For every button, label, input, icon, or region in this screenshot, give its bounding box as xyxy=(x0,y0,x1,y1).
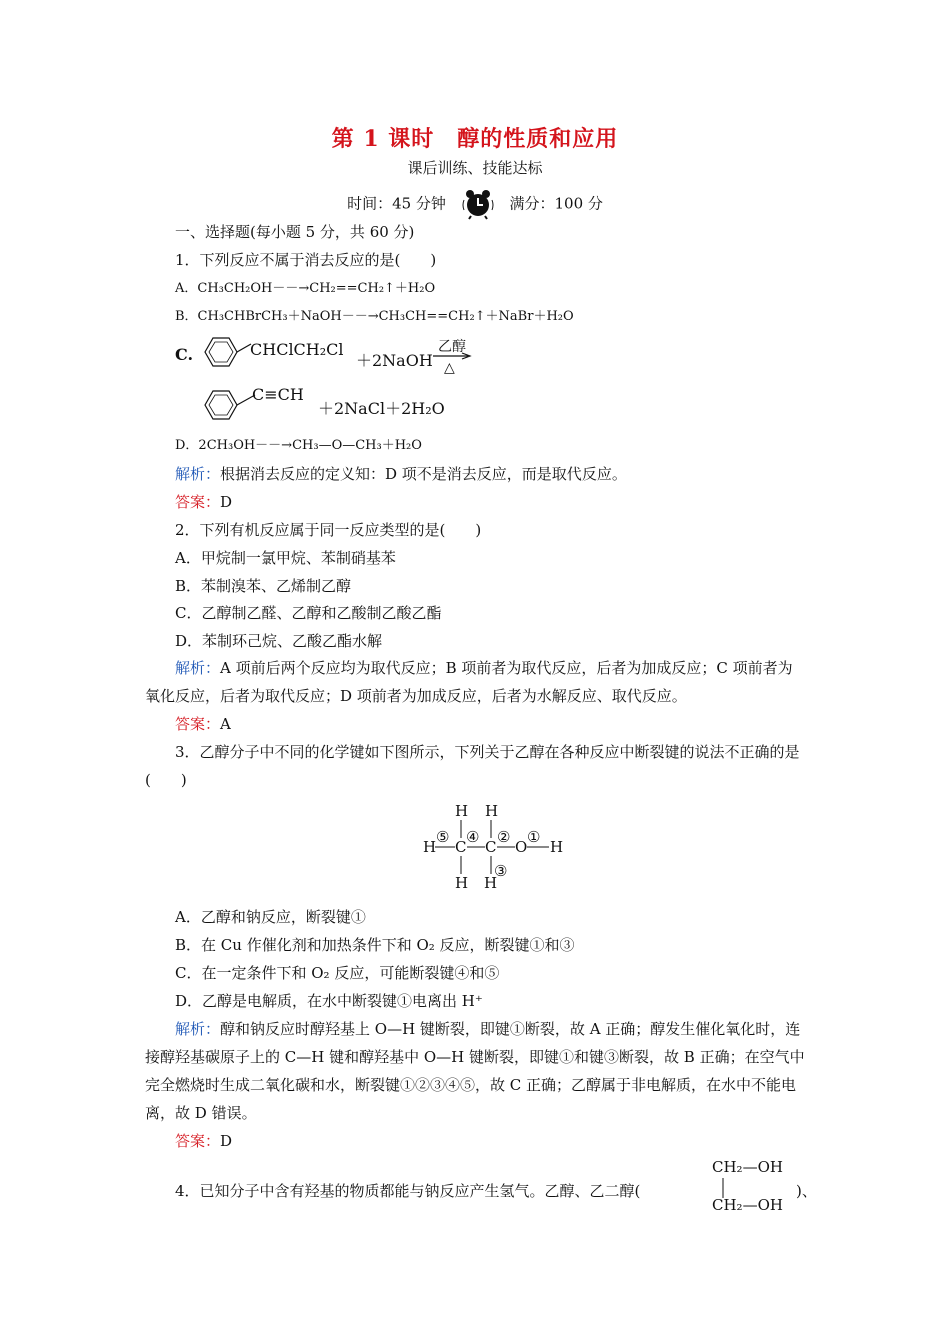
bond-label-3: ③ xyxy=(494,862,508,880)
q3-option-b: B．在 Cu 作催化剂和加热条件下和 O₂ 反应，断裂键①和③ xyxy=(175,936,575,954)
analysis-text: A 项前后两个反应均为取代反应；B 项前者为取代反应，后者为加成反应；C 项前者为氧化反应，后者为取代反应；D 项前者为加成反应，后者为水解反应、取代反应。 xyxy=(145,659,793,705)
benzene-ring-icon xyxy=(193,330,253,375)
q2-option-d: D．苯制环己烷、乙酸乙酯水解 xyxy=(175,632,383,650)
bond-label-1: ① xyxy=(527,828,541,846)
q2-option-a: A．甲烷制一氯甲烷、苯制硝基苯 xyxy=(175,549,396,567)
ethylene-glycol-top: CH₂—OH xyxy=(712,1158,783,1176)
q1-option-d: D．2CH₃OH－－→CH₃—O—CH₃＋H₂O xyxy=(175,438,422,453)
q1-option-c-reagent: ＋2NaOH xyxy=(356,351,433,370)
analysis-label: 解析： xyxy=(175,659,221,677)
atom-h: H xyxy=(423,838,437,856)
atom-h: H xyxy=(455,802,469,820)
q2-answer xyxy=(175,714,231,734)
q3-option-d: D．乙醇是电解质，在水中断裂键①电离出 H⁺ xyxy=(175,992,483,1010)
atom-h: H xyxy=(484,874,498,892)
q1-option-c-product: C≡CH xyxy=(252,385,304,404)
benzene-ring-icon xyxy=(195,383,257,428)
atom-h: H xyxy=(485,802,499,820)
section-heading: 一、选择题(每小题 5 分，共 60 分) xyxy=(175,223,415,241)
reaction-arrow-icon xyxy=(432,352,472,360)
analysis-text: 醇和钠反应时醇羟基上 O—H 键断裂，即键①断裂，故 A 正确；醇发生催化氧化时，连接醇羟基碳原子上的 C—H 键和醇羟基中 O—H 键断裂，即键①和键③断裂，故 B 正确；在空气中完全燃烧时生成二氧化碳和水，断裂键①②③④⑤，故 C 正确；乙醇属于非电解质，在水中不能电离，故 D 错误。 xyxy=(145,1020,805,1122)
atom-h: H xyxy=(455,874,469,892)
answer-label: 答案： xyxy=(175,715,221,733)
answer-label: 答案： xyxy=(175,1132,221,1150)
q2-analysis xyxy=(145,654,805,710)
analysis-label: 解析： xyxy=(175,465,221,483)
q1-analysis xyxy=(175,464,627,484)
q3-analysis xyxy=(145,1015,805,1127)
q2-stem: 2．下列有机反应属于同一反应类型的是( ) xyxy=(175,521,482,539)
bond-label-2: ② xyxy=(497,828,511,846)
score-label: 满分：100 分 xyxy=(509,194,603,213)
atom-o: O xyxy=(515,838,528,856)
q3-answer xyxy=(175,1131,232,1151)
atom-c: C xyxy=(485,838,497,856)
q2-option-c: C．乙醇制乙醛、乙醇和乙酸制乙酸乙酯 xyxy=(175,604,442,622)
answer-value: D xyxy=(220,1132,233,1150)
time-label: 时间：45 分钟 xyxy=(347,194,446,213)
alarm-clock-icon xyxy=(461,186,495,220)
q1-stem: 1．下列反应不属于消去反应的是( ) xyxy=(175,251,437,269)
q1-option-c-condition-bottom: △ xyxy=(444,360,455,376)
analysis-label: 解析： xyxy=(175,1020,221,1038)
q1-option-c-byproducts: ＋2NaCl＋2H₂O xyxy=(318,399,445,418)
atom-c: C xyxy=(455,838,467,856)
page-title: 第 1 课时 醇的性质和应用 xyxy=(331,126,619,152)
analysis-text: 根据消去反应的定义知：D 项不是消去反应，而是取代反应。 xyxy=(220,465,627,483)
answer-label: 答案： xyxy=(175,493,221,511)
answer-value: D xyxy=(220,493,233,511)
time-score-bar xyxy=(0,186,950,220)
answer-value: A xyxy=(220,715,231,733)
q1-answer xyxy=(175,492,232,512)
q1-option-c-label: C. xyxy=(175,345,194,364)
q1-option-c-reactant: CHClCH₂Cl xyxy=(250,340,344,359)
q1-option-a: A．CH₃CH₂OH－－→CH₂==CH₂↑＋H₂O xyxy=(175,281,436,296)
atom-h: H xyxy=(550,838,564,856)
q4-stem-end: )、 xyxy=(796,1182,817,1200)
ethylene-glycol-bottom: CH₂—OH xyxy=(712,1196,783,1214)
q2-option-b: B．苯制溴苯、乙烯制乙醇 xyxy=(175,577,352,595)
q1-option-b: B．CH₃CHBrCH₃＋NaOH－－→CH₃CH==CH₂↑＋NaBr＋H₂O xyxy=(175,309,574,324)
q3-stem: 3．乙醇分子中不同的化学键如下图所示，下列关于乙醇在各种反应中断裂键的说法不正确的是( ) xyxy=(145,743,800,789)
bond-label-5: ⑤ xyxy=(436,828,450,846)
q3-option-c: C．在一定条件下和 O₂ 反应，可能断裂键④和⑤ xyxy=(175,964,500,982)
q4-stem: 4．已知分子中含有羟基的物质都能与钠反应产生氢气。乙醇、乙二醇( xyxy=(175,1182,641,1200)
q1-option-c-condition-top: 乙醇 xyxy=(438,339,466,355)
q3-option-a: A．乙醇和钠反应，断裂键① xyxy=(175,908,366,926)
page-subtitle: 课后训练、技能达标 xyxy=(407,159,543,177)
bond-label-4: ④ xyxy=(466,828,480,846)
bond-lines xyxy=(720,1178,726,1198)
